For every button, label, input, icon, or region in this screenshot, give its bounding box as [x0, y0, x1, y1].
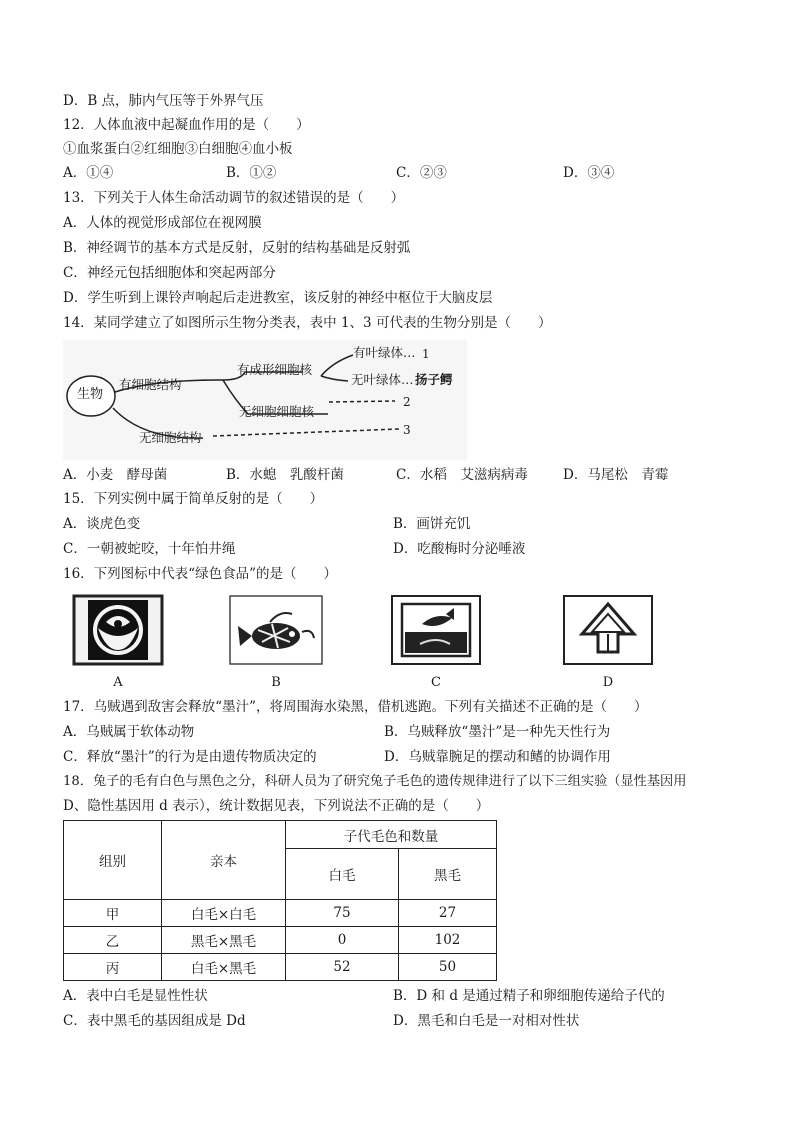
green-food-logo-icon[interactable] [70, 592, 166, 668]
leaf-fish-logo-icon[interactable] [388, 592, 484, 668]
q14-option-d[interactable]: D．马尾松 青霉 [563, 467, 669, 483]
header-offspring: 子代毛色和数量 [286, 821, 497, 849]
q17-option-d[interactable]: D．乌贼靠腕足的摆动和鳍的协调作用 [384, 749, 611, 765]
header-black: 黑毛 [399, 849, 497, 900]
diagram-root-label: 生物 [77, 387, 104, 402]
table-row [64, 900, 497, 927]
q12-option-b[interactable]: B．①② [226, 165, 277, 181]
q15-option-b[interactable]: B．画饼充饥 [393, 516, 471, 532]
diagram-number-2: 2 [403, 395, 411, 409]
table-row [64, 927, 497, 954]
diagram-no-chloroplast-label: 无叶绿体… [351, 372, 414, 387]
icon-label-b: B [271, 675, 281, 690]
row-black: 50 [399, 954, 497, 981]
q17-option-a[interactable]: A．乌贼属于软体动物 [63, 724, 195, 740]
header-parent: 亲本 [162, 821, 286, 900]
q12-option-c[interactable]: C．②③ [396, 165, 447, 181]
diagram-nucleated-label: 有成形细胞核 [237, 362, 313, 377]
q16-stem: 16．下列图标中代表“绿色食品”的是（ ） [63, 566, 337, 582]
row-group: 丙 [64, 954, 162, 981]
row-parent: 白毛×黑毛 [162, 954, 286, 981]
row-group: 乙 [64, 927, 162, 954]
q18-option-c[interactable]: C．表中黑毛的基因组成是 Dd [63, 1013, 246, 1029]
header-white: 白毛 [286, 849, 399, 900]
row-parent: 黑毛×黑毛 [162, 927, 286, 954]
q13-option-c[interactable]: C．神经元包括细胞体和突起两部分 [63, 265, 276, 281]
q11-option-d: D．B 点，肺内气压等于外界气压 [63, 93, 264, 109]
row-parent: 白毛×白毛 [162, 900, 286, 927]
header-group: 组别 [64, 821, 162, 900]
q15-option-c[interactable]: C．一朝被蛇咬，十年怕井绳 [63, 541, 236, 557]
q17-option-c[interactable]: C．释放“墨汁”的行为是由遗传物质决定的 [63, 749, 317, 765]
q14-option-c[interactable]: C．水稻 艾滋病病毒 [396, 467, 528, 483]
q18-stem-line2: D、隐性基因用 d 表示），统计数据见表，下列说法不正确的是（ ） [63, 798, 490, 814]
q14-option-b[interactable]: B．水螅 乳酸杆菌 [226, 467, 344, 483]
diagram-chloroplast-label: 有叶绿体… [353, 345, 416, 360]
fish-logo-icon[interactable] [228, 592, 324, 668]
q18-option-b[interactable]: B．D 和 d 是通过精子和卵细胞传递给子代的 [393, 988, 665, 1004]
q17-stem: 17．乌贼遇到敌害会释放“墨汁”，将周围海水染黑，借机逃跑。下列有关描述不正确的是（ ） [63, 699, 648, 715]
recycle-tree-logo-icon[interactable] [560, 592, 656, 668]
diagram-noncellular-label: 无细胞结构 [139, 430, 202, 445]
row-white: 52 [286, 954, 399, 981]
q12-items: ①血浆蛋白②红细胞③白细胞④血小板 [63, 141, 293, 157]
row-white: 0 [286, 927, 399, 954]
q14-stem: 14．某同学建立了如图所示生物分类表，表中 1、3 可代表的生物分别是（ ） [63, 315, 552, 331]
q12-option-d[interactable]: D．③④ [563, 165, 615, 181]
q13-option-a[interactable]: A．人体的视觉形成部位在视网膜 [63, 215, 262, 231]
rabbit-coat-table [63, 820, 497, 981]
row-group: 甲 [64, 900, 162, 927]
q13-stem: 13．下列关于人体生命活动调节的叙述错误的是（ ） [63, 190, 405, 206]
q14-option-a[interactable]: A．小麦 酵母菌 [63, 467, 168, 483]
q18-option-a[interactable]: A．表中白毛是显性性状 [63, 988, 208, 1004]
q12-option-a[interactable]: A．①④ [63, 165, 114, 181]
q13-option-b[interactable]: B．神经调节的基本方式是反射，反射的结构基础是反射弧 [63, 240, 411, 256]
q12-stem: 12．人体血液中起凝血作用的是（ ） [63, 117, 310, 133]
diagram-cellular-label: 有细胞结构 [119, 377, 182, 392]
table-row [64, 954, 497, 981]
q15-option-d[interactable]: D．吃酸梅时分泌唾液 [393, 541, 526, 557]
icon-label-a: A [113, 675, 123, 690]
row-black: 27 [399, 900, 497, 927]
icon-label-c: C [431, 675, 441, 690]
diagram-number-1: 1 [422, 347, 430, 361]
diagram-no-nucleus-label: 无细胞细胞核 [239, 404, 315, 419]
diagram-example-label: 扬子鳄 [415, 372, 453, 387]
row-white: 75 [286, 900, 399, 927]
q18-option-d[interactable]: D．黑毛和白毛是一对相对性状 [393, 1013, 580, 1029]
classification-diagram [63, 340, 467, 460]
q15-option-a[interactable]: A．谈虎色变 [63, 516, 141, 532]
q15-stem: 15．下列实例中属于简单反射的是（ ） [63, 491, 324, 507]
q17-option-b[interactable]: B．乌贼释放“墨汁”是一种先天性行为 [384, 724, 611, 740]
diagram-number-3: 3 [403, 423, 411, 437]
q13-option-d[interactable]: D．学生听到上课铃声响起后走进教室，该反射的神经中枢位于大脑皮层 [63, 290, 493, 306]
q18-stem-line1: 18．兔子的毛有白色与黑色之分，科研人员为了研究兔子毛色的遗传规律进行了以下三组实验（显性基因用 [63, 774, 687, 789]
icon-label-d: D [602, 675, 614, 690]
row-black: 102 [399, 927, 497, 954]
